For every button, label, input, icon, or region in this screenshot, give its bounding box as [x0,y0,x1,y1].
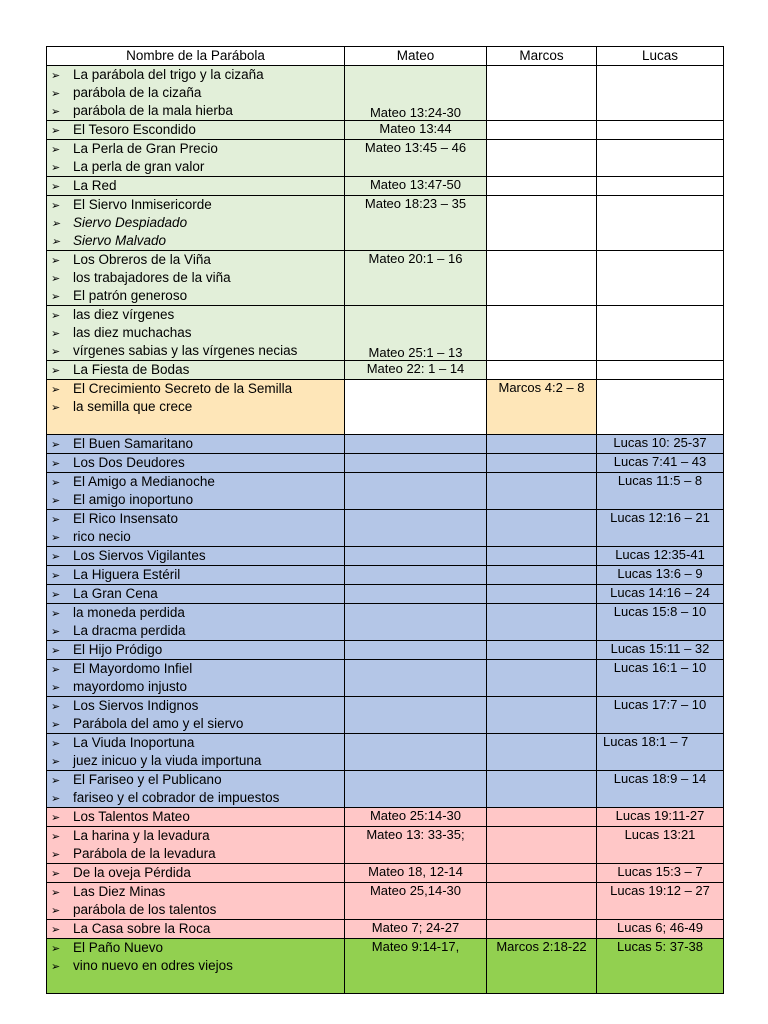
parable-name-text: vírgenes sabias y las vírgenes necias [73,343,298,358]
parable-name-line [51,566,342,584]
marcos-reference-cell [487,566,597,585]
lucas-reference-cell: Lucas 17:7 – 10 [597,697,724,734]
parable-name-text: El Siervo Inmisericorde [73,197,212,212]
parable-name-cell [47,510,345,547]
parable-name-line [51,491,342,509]
marcos-reference-cell [487,473,597,510]
blank-line [51,416,342,434]
parable-name-line [51,140,342,158]
parable-name-text: El Tesoro Escondido [73,122,196,137]
arrow-bullet-icon: ➢ [51,887,61,899]
parable-name-text: la moneda perdida [73,605,185,620]
arrow-bullet-icon: ➢ [51,125,61,137]
mateo-reference-cell [345,604,487,641]
marcos-reference-cell [487,306,597,361]
arrow-bullet-icon: ➢ [51,477,61,489]
mateo-reference-cell [345,585,487,604]
mateo-reference-cell: Mateo 13:47-50 [345,177,487,196]
parables-table [46,46,724,994]
parable-name-cell [47,734,345,771]
parable-name-cell [47,585,345,604]
parable-name-cell [47,251,345,306]
parable-name-text: El Buen Samaritano [73,436,194,451]
arrow-bullet-icon: ➢ [51,495,61,507]
parable-name-cell [47,920,345,939]
table-row [47,808,724,827]
parable-name-cell [47,939,345,994]
arrow-bullet-icon: ➢ [51,645,61,657]
arrow-bullet-icon: ➢ [51,218,61,230]
arrow-bullet-icon: ➢ [51,775,61,787]
header-lucas: Lucas [597,47,724,66]
parable-name-text: El Crecimiento Secreto de la Semilla [73,381,293,396]
parable-name-line [51,734,342,752]
mateo-reference-cell: Mateo 25,14-30 [345,883,487,920]
arrow-bullet-icon: ➢ [51,719,61,731]
parable-name-line [51,715,342,733]
parable-name-line [51,121,342,139]
lucas-reference-cell: Lucas 12:35-41 [597,547,724,566]
marcos-reference-cell [487,251,597,306]
parable-name-cell [47,641,345,660]
arrow-bullet-icon: ➢ [51,514,61,526]
lucas-reference-cell [597,177,724,196]
parable-name-text: Los Obreros de la Viña [73,252,211,267]
lucas-reference-cell: Lucas 12:16 – 21 [597,510,724,547]
marcos-reference-cell [487,454,597,473]
parable-name-line [51,660,342,678]
parable-name-text: La Perla de Gran Precio [73,141,218,156]
parable-name-cell [47,808,345,827]
arrow-bullet-icon: ➢ [51,608,61,620]
parable-name-line [51,604,342,622]
marcos-reference-cell [487,641,597,660]
parable-name-cell [47,140,345,177]
arrow-bullet-icon: ➢ [51,793,61,805]
table-row [47,510,724,547]
lucas-reference-cell: Lucas 18:1 – 7 [597,734,724,771]
table-body [47,66,724,994]
parable-name-cell [47,566,345,585]
parable-name-text: El Rico Insensato [73,511,179,526]
lucas-reference-cell: Lucas 18:9 – 14 [597,771,724,808]
parable-name-cell [47,864,345,883]
mateo-reference-cell [345,566,487,585]
marcos-reference-cell [487,140,597,177]
marcos-reference-cell [487,177,597,196]
lucas-reference-cell: Lucas 15:3 – 7 [597,864,724,883]
arrow-bullet-icon: ➢ [51,905,61,917]
table-row [47,660,724,697]
table-row [47,473,724,510]
parable-name-text: las diez vírgenes [73,307,175,322]
lucas-reference-cell [597,66,724,121]
table-row [47,734,724,771]
arrow-bullet-icon: ➢ [51,682,61,694]
mateo-reference-cell: Mateo 7; 24-27 [345,920,487,939]
parable-name-text: parábola de la cizaña [73,85,202,100]
parable-name-line [51,251,342,269]
marcos-reference-cell [487,66,597,121]
marcos-reference-cell [487,435,597,454]
arrow-bullet-icon: ➢ [51,943,61,955]
arrow-bullet-icon: ➢ [51,70,61,82]
parable-name-text: El Fariseo y el Publicano [73,772,222,787]
parable-name-text: La perla de gran valor [73,159,205,174]
marcos-reference-cell [487,883,597,920]
table-row [47,140,724,177]
arrow-bullet-icon: ➢ [51,365,61,377]
parable-name-line [51,232,342,250]
parable-name-line [51,827,342,845]
marcos-reference-cell: Marcos 2:18-22 [487,939,597,994]
lucas-reference-cell: Lucas 11:5 – 8 [597,473,724,510]
parable-name-cell [47,306,345,361]
mateo-reference-cell: Mateo 25:1 – 13 [345,306,487,361]
parable-name-line [51,435,342,453]
table-row [47,864,724,883]
parable-name-line [51,771,342,789]
arrow-bullet-icon: ➢ [51,88,61,100]
arrow-bullet-icon: ➢ [51,626,61,638]
lucas-reference-cell [597,380,724,435]
parable-name-text: Las Diez Minas [73,884,166,899]
parable-name-text: vino nuevo en odres viejos [73,958,233,973]
arrow-bullet-icon: ➢ [51,961,61,973]
parable-name-line [51,342,342,360]
mateo-reference-cell [345,660,487,697]
marcos-reference-cell [487,697,597,734]
parable-name-text: La Higuera Estéril [73,567,181,582]
parable-name-text: Los Dos Deudores [73,455,185,470]
parable-name-line [51,957,342,975]
table-row [47,547,724,566]
parable-name-line [51,678,342,696]
lucas-reference-cell [597,196,724,251]
arrow-bullet-icon: ➢ [51,532,61,544]
marcos-reference-cell [487,510,597,547]
lucas-reference-cell: Lucas 15:11 – 32 [597,641,724,660]
parable-name-line [51,528,342,546]
parable-name-line [51,177,342,195]
mateo-reference-cell: Mateo 22: 1 – 14 [345,361,487,380]
marcos-reference-cell [487,547,597,566]
parable-name-text: Parábola de la levadura [73,846,216,861]
arrow-bullet-icon: ➢ [51,551,61,563]
lucas-reference-cell: Lucas 10: 25-37 [597,435,724,454]
parable-name-line [51,454,342,472]
arrow-bullet-icon: ➢ [51,181,61,193]
marcos-reference-cell [487,121,597,140]
parable-name-line [51,864,342,882]
parable-name-cell [47,66,345,121]
parable-name-line [51,473,342,491]
arrow-bullet-icon: ➢ [51,310,61,322]
header-row [47,47,724,66]
mateo-reference-cell [345,697,487,734]
parable-name-cell [47,177,345,196]
parable-name-line [51,102,342,120]
mateo-reference-cell: Mateo 13:44 [345,121,487,140]
arrow-bullet-icon: ➢ [51,570,61,582]
table-row [47,177,724,196]
parable-name-line [51,752,342,770]
arrow-bullet-icon: ➢ [51,200,61,212]
parable-name-line [51,901,342,919]
parable-name-cell [47,361,345,380]
table-row [47,771,724,808]
parable-name-text: La Red [73,178,117,193]
parable-name-cell [47,121,345,140]
parable-name-line [51,287,342,305]
parable-name-cell [47,827,345,864]
arrow-bullet-icon: ➢ [51,756,61,768]
arrow-bullet-icon: ➢ [51,384,61,396]
marcos-reference-cell [487,808,597,827]
parable-name-line [51,845,342,863]
table-row [47,361,724,380]
lucas-reference-cell: Lucas 15:8 – 10 [597,604,724,641]
parable-name-text: los trabajadores de la viña [73,270,231,285]
parable-name-text: De la oveja Pérdida [73,865,191,880]
parable-name-text: rico necio [73,529,131,544]
lucas-reference-cell [597,140,724,177]
parable-name-line [51,84,342,102]
arrow-bullet-icon: ➢ [51,106,61,118]
mateo-reference-cell: Mateo 9:14-17, [345,939,487,994]
parable-name-text: Parábola del amo y el siervo [73,716,244,731]
parable-name-text: Los Siervos Indignos [73,698,199,713]
header-marcos: Marcos [487,47,597,66]
parable-name-text: Los Talentos Mateo [73,809,190,824]
arrow-bullet-icon: ➢ [51,439,61,451]
marcos-reference-cell: Marcos 4:2 – 8 [487,380,597,435]
parable-name-text: El patrón generoso [73,288,188,303]
parable-name-cell [47,697,345,734]
parable-name-text: La harina y la levadura [73,828,210,843]
mateo-reference-cell [345,380,487,435]
parable-name-text: El Hijo Pródigo [73,642,163,657]
marcos-reference-cell [487,920,597,939]
parable-name-text: El amigo inoportuno [73,492,194,507]
parable-name-line [51,510,342,528]
table-row [47,939,724,994]
lucas-reference-cell: Lucas 19:12 – 27 [597,883,724,920]
arrow-bullet-icon: ➢ [51,589,61,601]
parable-name-cell [47,660,345,697]
marcos-reference-cell [487,361,597,380]
mateo-reference-cell [345,547,487,566]
parable-name-cell [47,196,345,251]
parable-name-text: La Gran Cena [73,586,158,601]
arrow-bullet-icon: ➢ [51,162,61,174]
lucas-reference-cell [597,251,724,306]
mateo-reference-cell: Mateo 13: 33-35; [345,827,487,864]
lucas-reference-cell: Lucas 16:1 – 10 [597,660,724,697]
table-row [47,883,724,920]
mateo-reference-cell [345,641,487,660]
parable-name-line [51,585,342,603]
parable-name-text: parábola de la mala hierba [73,103,233,118]
parable-name-text: El Amigo a Medianoche [73,474,215,489]
table-row [47,641,724,660]
mateo-reference-cell [345,435,487,454]
parable-name-line [51,622,342,640]
table-row [47,66,724,121]
parable-name-text: Siervo Despiadado [73,215,188,230]
mateo-reference-cell [345,771,487,808]
parable-name-line [51,269,342,287]
table-row [47,454,724,473]
parable-name-line [51,920,342,938]
arrow-bullet-icon: ➢ [51,346,61,358]
marcos-reference-cell [487,734,597,771]
parable-name-text: las diez muchachas [73,325,192,340]
parable-name-line [51,158,342,176]
parable-name-cell [47,883,345,920]
lucas-reference-cell: Lucas 7:41 – 43 [597,454,724,473]
mateo-reference-cell: Mateo 13:24-30 [345,66,487,121]
parable-name-text: Siervo Malvado [73,233,167,248]
arrow-bullet-icon: ➢ [51,328,61,340]
marcos-reference-cell [487,604,597,641]
lucas-reference-cell: Lucas 6; 46-49 [597,920,724,939]
parable-name-cell [47,454,345,473]
parable-name-cell [47,435,345,454]
mateo-reference-cell [345,454,487,473]
arrow-bullet-icon: ➢ [51,831,61,843]
parable-name-text: La Fiesta de Bodas [73,362,190,377]
parable-name-line [51,214,342,232]
parable-name-cell [47,604,345,641]
parable-name-line [51,641,342,659]
parable-name-text: La Viuda Inoportuna [73,735,195,750]
mateo-reference-cell: Mateo 13:45 – 46 [345,140,487,177]
parable-name-line [51,398,342,416]
parable-name-text: La Casa sobre la Roca [73,921,211,936]
marcos-reference-cell [487,864,597,883]
arrow-bullet-icon: ➢ [51,701,61,713]
table-row [47,697,724,734]
parable-name-text: mayordomo injusto [73,679,188,694]
parable-name-line [51,324,342,342]
mateo-reference-cell: Mateo 20:1 – 16 [345,251,487,306]
lucas-reference-cell: Lucas 13:21 [597,827,724,864]
table-row [47,604,724,641]
arrow-bullet-icon: ➢ [51,924,61,936]
arrow-bullet-icon: ➢ [51,812,61,824]
blank-line [51,975,342,993]
arrow-bullet-icon: ➢ [51,255,61,267]
lucas-reference-cell: Lucas 13:6 – 9 [597,566,724,585]
lucas-reference-cell: Lucas 5: 37-38 [597,939,724,994]
table-row [47,920,724,939]
parable-name-cell [47,473,345,510]
parable-name-text: La dracma perdida [73,623,186,638]
parable-name-line [51,808,342,826]
parable-name-line [51,361,342,379]
header-mateo: Mateo [345,47,487,66]
arrow-bullet-icon: ➢ [51,868,61,880]
table-row [47,380,724,435]
parable-name-text: la semilla que crece [73,399,193,414]
lucas-reference-cell: Lucas 19:11-27 [597,808,724,827]
parable-name-text: parábola de los talentos [73,902,217,917]
parable-name-text: La parábola del trigo y la cizaña [73,67,264,82]
table-row [47,121,724,140]
parable-name-text: El Paño Nuevo [73,940,164,955]
arrow-bullet-icon: ➢ [51,236,61,248]
mateo-reference-cell [345,510,487,547]
parable-name-text: fariseo y el cobrador de impuestos [73,790,280,805]
table-row [47,306,724,361]
parable-name-line [51,306,342,324]
marcos-reference-cell [487,585,597,604]
lucas-reference-cell: Lucas 14:16 – 24 [597,585,724,604]
arrow-bullet-icon: ➢ [51,664,61,676]
table-row [47,566,724,585]
lucas-reference-cell [597,306,724,361]
arrow-bullet-icon: ➢ [51,402,61,414]
parable-name-cell [47,547,345,566]
mateo-reference-cell: Mateo 25:14-30 [345,808,487,827]
table-row [47,196,724,251]
lucas-reference-cell [597,121,724,140]
parable-name-line [51,789,342,807]
parable-name-line [51,939,342,957]
arrow-bullet-icon: ➢ [51,144,61,156]
lucas-reference-cell [597,361,724,380]
parable-name-cell [47,380,345,435]
mateo-reference-cell: Mateo 18, 12-14 [345,864,487,883]
parable-name-text: juez inicuo y la viuda importuna [73,753,262,768]
header-nombre: Nombre de la Parábola [47,47,345,66]
parable-name-text: Los Siervos Vigilantes [73,548,206,563]
parable-name-text: El Mayordomo Infiel [73,661,193,676]
mateo-reference-cell [345,473,487,510]
mateo-reference-cell [345,734,487,771]
arrow-bullet-icon: ➢ [51,458,61,470]
mateo-reference-cell: Mateo 18:23 – 35 [345,196,487,251]
marcos-reference-cell [487,196,597,251]
marcos-reference-cell [487,827,597,864]
arrow-bullet-icon: ➢ [51,738,61,750]
table-row [47,827,724,864]
arrow-bullet-icon: ➢ [51,273,61,285]
table-row [47,585,724,604]
marcos-reference-cell [487,771,597,808]
parable-name-line [51,547,342,565]
arrow-bullet-icon: ➢ [51,291,61,303]
parable-name-line [51,697,342,715]
table-row [47,435,724,454]
parable-name-line [51,196,342,214]
parable-name-line [51,883,342,901]
table-row [47,251,724,306]
parable-name-line [51,66,342,84]
marcos-reference-cell [487,660,597,697]
parable-name-line [51,380,342,398]
parable-name-cell [47,771,345,808]
arrow-bullet-icon: ➢ [51,849,61,861]
